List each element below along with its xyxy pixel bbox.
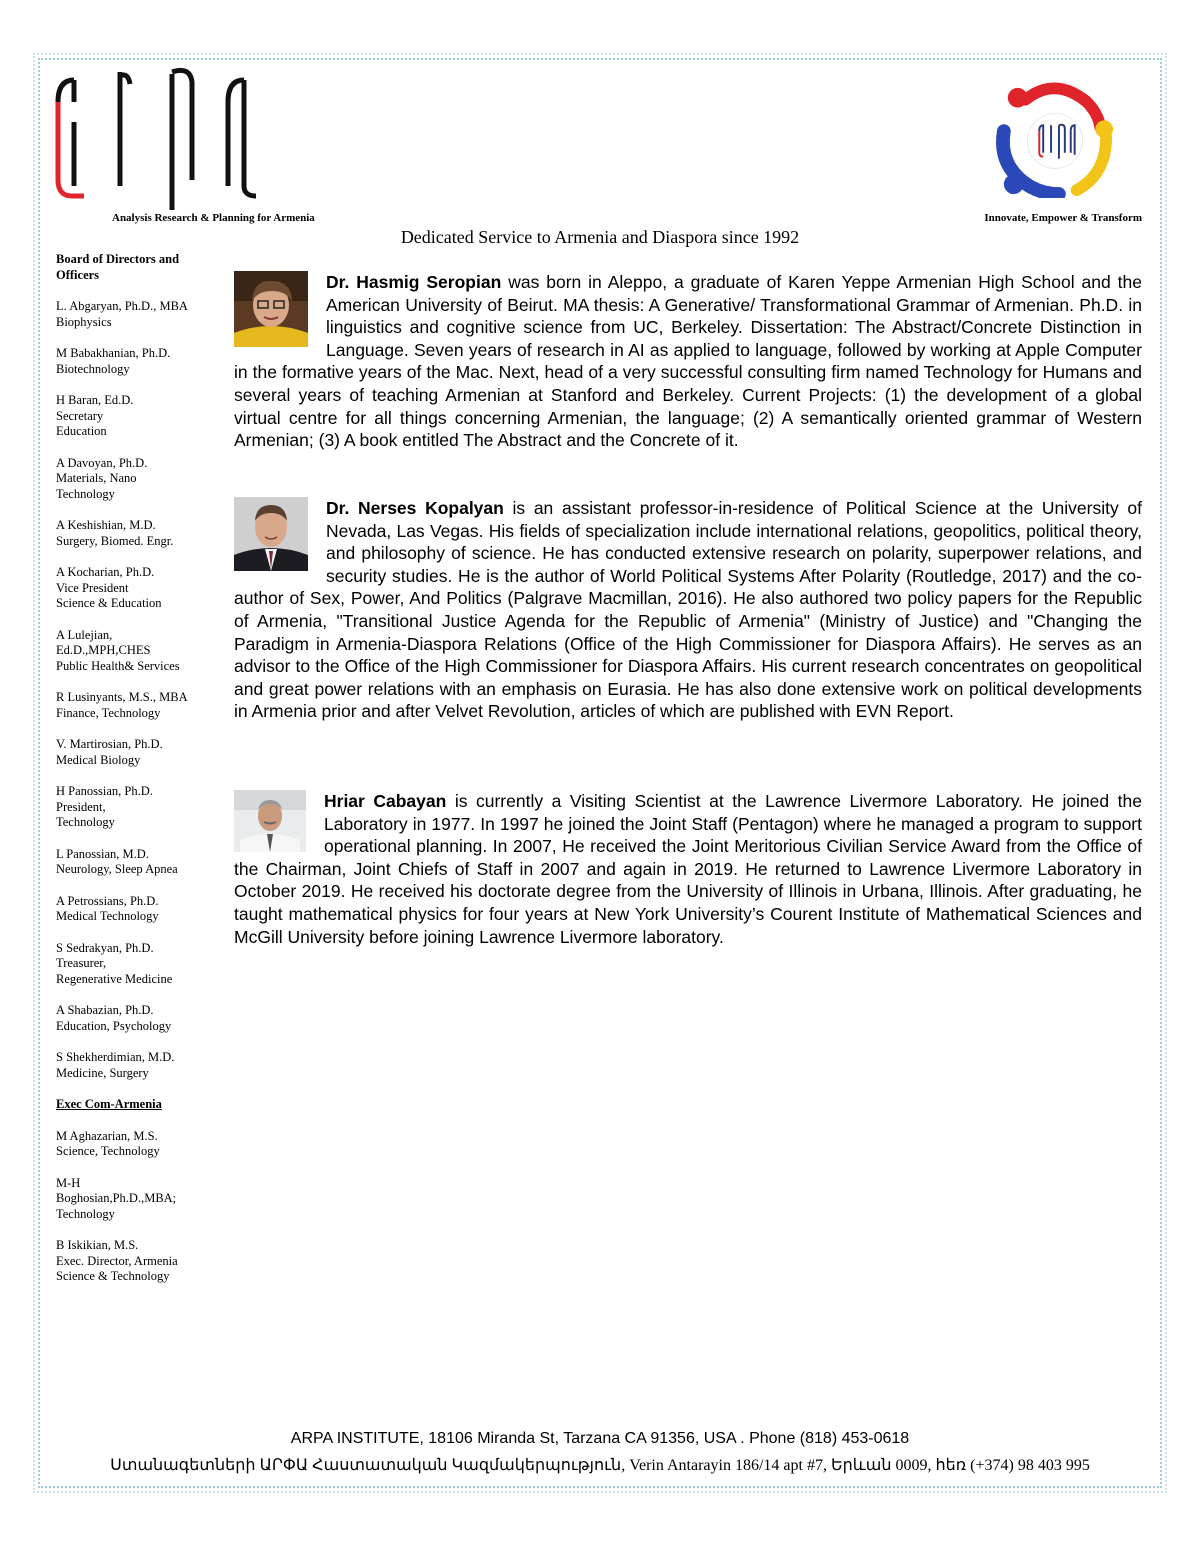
member-line: A Lulejian, — [56, 627, 113, 642]
member-line: A Shabazian, Ph.D. — [56, 1003, 154, 1017]
board-member — [56, 1003, 216, 1034]
member-line: Education — [56, 424, 107, 438]
member-line: Science, Technology — [56, 1144, 160, 1158]
bio-cabayan — [234, 790, 1142, 948]
board-member — [56, 784, 216, 831]
member-line: Education, Psychology — [56, 1018, 172, 1033]
member-line: M Aghazarian, M.S. — [56, 1128, 158, 1143]
member-line: Finance, Technology — [56, 705, 161, 720]
bio-kopalyan — [234, 497, 1142, 723]
member-line: Materials, Nano — [56, 471, 137, 485]
member-line: A Davoyan, Ph.D. — [56, 455, 148, 470]
board-member — [56, 393, 216, 440]
board-member — [56, 1050, 216, 1081]
member-line: President, — [56, 799, 106, 814]
board-member — [56, 941, 216, 988]
board-member — [56, 690, 216, 721]
arpa-wordmark-logo — [50, 62, 280, 210]
member-line: Science & Education — [56, 596, 162, 610]
member-line: Treasurer, — [56, 956, 107, 970]
board-member — [56, 628, 216, 675]
member-line: Technology — [56, 486, 115, 501]
board-heading: Board of Directors and Officers — [56, 252, 180, 282]
member-line: Secretary — [56, 408, 104, 423]
board-member — [56, 456, 216, 503]
board-member — [56, 1129, 216, 1160]
member-line: A Petrossians, Ph.D. — [56, 893, 159, 908]
member-line: Medicine, Surgery — [56, 1065, 149, 1080]
dedication-line: Dedicated Service to Armenia and Diaspora since 1992 — [400, 227, 800, 247]
arpa-circle-logo — [996, 80, 1114, 198]
board-member — [56, 894, 216, 925]
board-sidebar — [56, 252, 216, 1301]
bio-name: Hriar Cabayan — [324, 791, 447, 811]
member-line: Medical Technology — [56, 909, 159, 923]
portrait-photo-seropian — [234, 271, 308, 347]
member-line: S Sedrakyan, Ph.D. — [56, 940, 154, 955]
board-member — [56, 299, 216, 330]
member-line: H Panossian, Ph.D. — [56, 784, 153, 798]
portrait-photo-kopalyan — [234, 497, 308, 571]
board-member — [56, 847, 216, 878]
bio-text: was born in Aleppo, a graduate of Karen Yeppe Armenian High School and the American University of Beirut. MA thesis: A Generative/ Transformational Grammar of Armenian. Ph.D. in linguistics and cognitive science from UC, Berkeley. Dissertation: The Abstract/Concrete Distinction in Language. Seven years of research in AI as applied to language, followed by working at Apple Computer in the formative years of the Mac. Next, head of a very successful consulting firm named Technology for Humans and several years of teaching Armenian at Stanford and Berkeley. Current Projects: (1) the development of a global virtual centre for all things concerning Armenian, the language; (2) A semantically oriented grammar of Western Armenian; (3) A book entitled The Abstract and the Concrete of it. — [234, 272, 1142, 451]
bio-text: is currently a Visiting Scientist at the Lawrence Livermore Laboratory. He joined the Laboratory in 1977. In 1997 he joined the Joint Staff (Pentagon) where he managed a program to support operational planning. In 2007, He received the Joint Meritorious Civilian Service Award from the Office of the Chairman, Joint Chiefs of Staff in 2007 and again in 2019. He returned to Lawrence Livermore Laboratory in October 2019. He received his doctorate degree from the University of Illinois in Urbana, Illinois. After graduating, he taught mathematical physics for four years at New York University’s Courent Institute of Mathematical Sciences and McGill University before joining Lawrence Livermore laboratory. — [234, 791, 1142, 947]
member-line: A Keshishian, M.D. — [56, 518, 156, 532]
member-line: Boghosian,Ph.D.,MBA; — [56, 1191, 177, 1205]
member-line: Public Health& Services — [56, 658, 180, 673]
tagline-right: Innovate, Empower & Transform — [984, 212, 1142, 224]
member-line: Exec. Director, Armenia — [56, 1253, 178, 1268]
member-line: A Kocharian, Ph.D. — [56, 565, 155, 579]
member-line: B Iskikian, M.S. — [56, 1238, 139, 1252]
member-line: V. Martirosian, Ph.D. — [56, 737, 163, 751]
member-line: Medical Biology — [56, 752, 141, 767]
board-member — [56, 565, 216, 612]
member-line: Surgery, Biomed. Engr. — [56, 533, 174, 548]
member-line: M Babakhanian, Ph.D. — [56, 346, 171, 360]
member-line: Regenerative Medicine — [56, 971, 173, 986]
bio-name: Dr. Hasmig Seropian — [326, 272, 502, 292]
member-line: Biophysics — [56, 314, 112, 329]
member-line: Science & Technology — [56, 1269, 170, 1283]
board-member — [56, 1238, 216, 1285]
member-line: Ed.D.,MPH,CHES — [56, 643, 151, 657]
member-line: Neurology, Sleep Apnea — [56, 862, 178, 876]
member-line: M-H — [56, 1175, 81, 1190]
member-line: S Shekherdimian, M.D. — [56, 1050, 175, 1064]
board-member — [56, 1176, 216, 1223]
portrait-photo-cabayan — [234, 790, 306, 852]
board-member — [56, 346, 216, 377]
member-line: L. Abgaryan, Ph.D., MBA — [56, 299, 188, 313]
member-line: H Baran, Ed.D. — [56, 393, 134, 407]
exec-list — [56, 1129, 216, 1285]
tagline-left: Analysis Research & Planning for Armenia — [112, 212, 315, 224]
bio-text: is an assistant professor-in-residence of Political Science at the University of Nevada, Las Vegas. His fields of specialization include international relations, geopolitics, political theory, and philosophy of science. He has conducted extensive research on polarity, superpower relations, and security studies. He is the author of World Political Systems After Polarity (Routledge, 2017) and the co-author of Sex, Power, And Politics (Palgrave Macmillan, 2016). He also authored two policy papers for the Republic of Armenia, "Transitional Justice Agenda for the Republic of Armenia" (Ministry of Justice) and "Changing the Paradigm in Armenia-Diaspora Relations (Office of the High Commissioner for Diaspora Affairs). He serves as an advisor to the Office of the High Commissioner for Diaspora Affairs. His current research concentrates on geopolitical and great power relations with an emphasis on Eurasia. He has also done extensive work on political developments in Armenia prior and after Velvet Revolution, articles of which are published with EVN Report. — [234, 498, 1142, 722]
bio-seropian — [234, 271, 1142, 452]
footer-address-armenia: Ստանագետների ԱՐՓԱ Հաստատական Կազմակերպություն, Verin Antarayin 186/14 apt #7, Երևան 0009, հեռ (+374) 98 403 995 — [110, 1457, 1090, 1474]
bio-name: Dr. Nerses Kopalyan — [326, 498, 504, 518]
exec-com-heading: Exec Com-Armenia — [56, 1097, 162, 1111]
footer-address-usa: ARPA INSTITUTE, 18106 Miranda St, Tarzana CA 91356, USA . Phone (818) 453-0618 — [290, 1430, 910, 1447]
board-member — [56, 737, 216, 768]
board-list — [56, 299, 216, 1081]
member-line: Biotechnology — [56, 361, 130, 376]
board-member — [56, 518, 216, 549]
member-line: R Lusinyants, M.S., MBA — [56, 690, 188, 704]
member-line: Vice President — [56, 580, 129, 595]
member-line: Technology — [56, 1206, 115, 1221]
member-line: L Panossian, M.D. — [56, 846, 149, 861]
member-line: Technology — [56, 815, 115, 829]
